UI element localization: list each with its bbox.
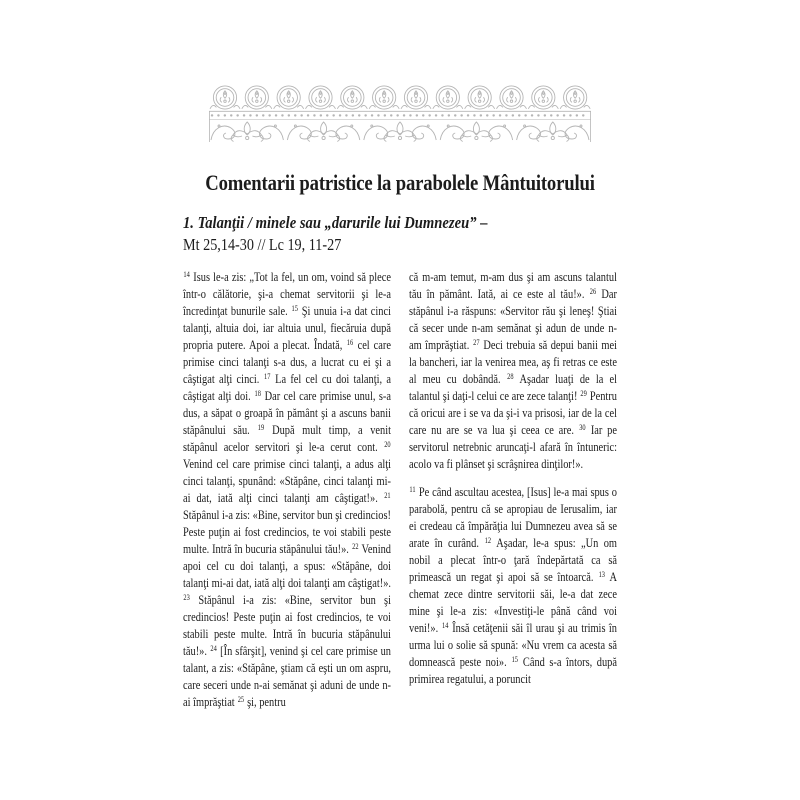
verse-number: 24 [210, 643, 217, 653]
page-title: Comentarii patristice la parabolele Mântuitorului [205, 169, 595, 195]
verse-number: 17 [264, 371, 271, 381]
verse-number: 22 [352, 541, 359, 551]
body-paragraph: $^{14}$ Isus le-a zis: „Tot la fel, un om, voind să plece într-o călătorie, şi-a chemat servitorii şi le-a încredinţat bunurile sale. $^{15}$ Şi unuia i-a dat cinci talanţi, altuia doi, iar altuia unul, fiecăruia după propria putere. Apoi a plecat. Îndată, $^{16}$ cel care primise cinci talanţi s-a dus, a lucrat cu ei şi a câştigat alţi cinci. $^{17}$ La fel cel cu doi talanţi, a câştigat alţi doi. $^{18}$ Dar cel care primise unul, s-a dus, a săpat o groapă în pământ şi a ascuns banii stăpânului său. $^{19}$ După mult timp, a venit stăpânul acelor servitori şi le-a cerut cont. $^{20}$ Venind cel care primise cinci talanţi, a adus alţi cinci talanţi, spunând: «Stăpâne, cinci talanţi mi-ai dat, iată alţi cinci talanţi am câştigat!». $^{21}$ Stăpânul i-a zis: «Bine, servitor bun şi credincios! Peste puţin ai fost credincios, te voi stabili peste multe. Intră în bucuria stăpânului tău!». $^{22}$ Venind apoi cel cu doi talanţi, a spus: «Stăpâne, doi talanţi mi-ai dat, iată alţi doi talanţi am câştigat!». $^{23}$ Stăpânul i-a zis: «Bine, servitor bun şi credincios! Peste puţin ai fost credincios, te voi stabili peste multe. Intră în bucuria stăpânului tău!». $^{24}$ [În sfârşit], venind şi cel care primise un talant, a zis: «Stăpâne, ştiam că eşti un om aspru, care seceri unde n-ai semănat şi aduni de unde n-ai împrăştiat $^{25}$ şi, pentru [183, 269, 392, 709]
verse-number: 15 [291, 303, 298, 313]
section-heading-reference: Mt 25,14-30 // Lc 19, 11-27 [183, 235, 342, 254]
body-paragraph: $^{11}$ Pe când ascultau acestea, [Isus] le-a mai spus o parabolă, pentru că se apropiau de Ierusalim, iar ei credeau că împărăţia lui Dumnezeu avea să se arate în curând. $^{12}$ Aşadar, le-a spus: „Un om nobil a plecat într-o ţară îndepărtată ca să primească un regat şi apoi să se întoarcă. $^{13}$ A chemat zece dintre servitorii săi, le-a dat zece mine şi le-a zis: «Investiţi-le până când voi veni!». $^{14}$ Însă cetăţenii săi îl urau şi au trimis în urma lui o solie să spună: «Nu vrem ca acesta să domnească peste noi». $^{15}$ Când s-a întors, după primirea regatului, a poruncit [409, 484, 618, 686]
verse-number: 13 [598, 569, 605, 579]
verse-number: 14 [441, 620, 449, 630]
verse-number: 25 [237, 694, 245, 704]
verse-number: 11 [409, 484, 416, 494]
ornament-band-image [209, 84, 591, 142]
verse-number: 23 [183, 592, 190, 602]
section-heading [183, 212, 630, 256]
verse-number: 16 [346, 337, 354, 347]
text-column-left [183, 268, 391, 710]
text-column-right [409, 268, 617, 687]
verse-number: 14 [183, 269, 190, 279]
verse-number: 18 [254, 388, 261, 398]
verse-number: 19 [257, 422, 265, 432]
verse-number: 29 [580, 388, 587, 398]
verse-number: 27 [473, 337, 480, 347]
verse-number: 12 [484, 535, 492, 545]
verse-number: 26 [589, 286, 597, 296]
verse-number: 15 [511, 654, 518, 664]
verse-number: 21 [384, 490, 391, 500]
verse-number: 28 [507, 371, 514, 381]
verse-number: 30 [579, 422, 586, 432]
body-paragraph: că m-am temut, m-am dus şi am ascuns talantul tău în pământ. Iată, ai ce este al tău!». $^{26}$ Dar stăpânul i-a răspuns: «Servitor rău şi leneş! Ştiai că secer unde n-am semănat şi adun de unde n-am împrăştiat. $^{27}$ Deci trebuia să depui banii mei la bancheri, iar la venirea mea, aş fi retras ce este al meu cu dobândă. $^{28}$ Aşadar luaţi de la el talantul şi daţi-l celui ce are zece talanţi! $^{29}$ Pentru că oricui are i se va da şi-i va prisosi, iar de la cel care nu are se va lua şi ceea ce are. $^{30}$ Iar pe servitorul netrebnic aruncaţi-l afară în întuneric: acolo va fi plânset şi scrâşnirea dinţilor!». [409, 269, 617, 471]
verse-number: 20 [384, 439, 391, 449]
section-heading-title: 1. Talanţii / minele sau „darurile lui Dumnezeu” – [183, 213, 488, 232]
